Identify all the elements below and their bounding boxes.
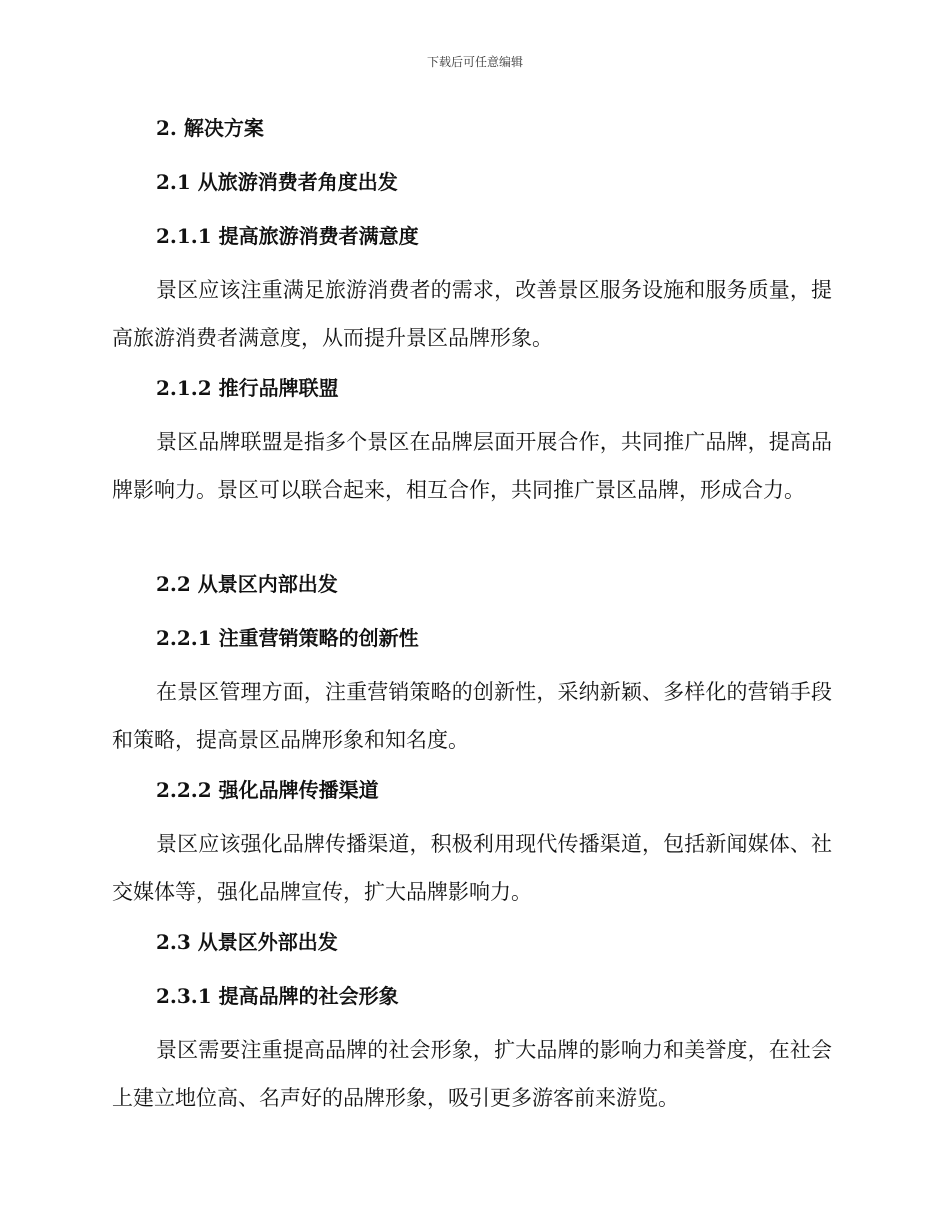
page-header: 下载后可任意编辑 bbox=[426, 55, 523, 69]
heading-2-1-2: 2.1.2 推行品牌联盟 bbox=[156, 376, 339, 400]
paragraph-2-2-2: 景区应该强化品牌传播渠道，积极利用现代传播渠道，包括新闻媒体、社交媒体等，强化品牌宣传，扩大品牌影响力。 bbox=[112, 832, 832, 904]
heading-2-2: 2.2 从景区内部出发 bbox=[156, 572, 338, 596]
paragraph-2-1-1: 景区应该注重满足旅游消费者的需求，改善景区服务设施和服务质量，提高旅游消费者满意度，从而提升景区品牌形象。 bbox=[112, 278, 832, 350]
paragraph-2-2-1: 在景区管理方面，注重营销策略的创新性，采纳新颖、多样化的营销手段和策略，提高景区品牌形象和知名度。 bbox=[112, 680, 832, 752]
heading-2: 2. 解决方案 bbox=[156, 116, 264, 140]
paragraph-2-3-1: 景区需要注重提高品牌的社会形象，扩大品牌的影响力和美誉度，在社会上建立地位高、名声好的品牌形象，吸引更多游客前来游览。 bbox=[112, 1038, 832, 1110]
heading-2-2-1: 2.2.1 注重营销策略的创新性 bbox=[156, 626, 419, 650]
heading-2-3-1: 2.3.1 提高品牌的社会形象 bbox=[156, 984, 399, 1008]
heading-2-3: 2.3 从景区外部出发 bbox=[156, 930, 338, 954]
paragraph-2-1-2: 景区品牌联盟是指多个景区在品牌层面开展合作，共同推广品牌，提高品牌影响力。景区可以联合起来，相互合作，共同推广景区品牌，形成合力。 bbox=[112, 430, 832, 502]
heading-2-2-2: 2.2.2 强化品牌传播渠道 bbox=[156, 778, 379, 802]
heading-2-1-1: 2.1.1 提高旅游消费者满意度 bbox=[156, 224, 419, 248]
heading-2-1: 2.1 从旅游消费者角度出发 bbox=[156, 170, 398, 194]
